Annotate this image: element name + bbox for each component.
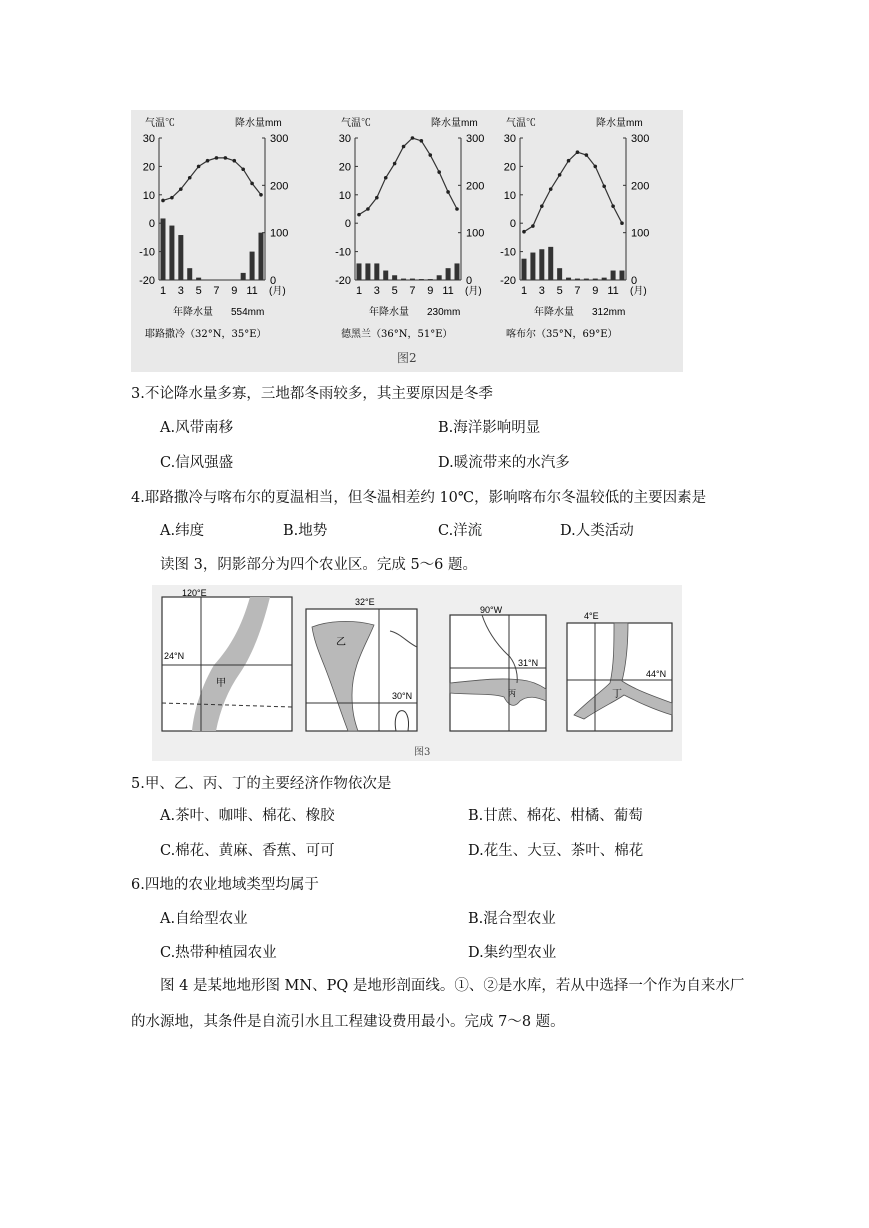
temp-point xyxy=(611,204,615,208)
precip-axis-label: 降水量mm xyxy=(596,118,643,129)
annual-precip-value: 230mm xyxy=(427,307,461,318)
precip-bar xyxy=(161,218,166,280)
temp-point xyxy=(420,139,424,143)
temp-point xyxy=(259,193,263,197)
question-5-stem: 5.甲、乙、丙、丁的主要经济作物依次是 xyxy=(131,776,392,792)
precip-bar xyxy=(428,279,433,280)
temp-point xyxy=(357,213,361,217)
month-unit-label: (月) xyxy=(269,286,286,297)
month-tick-label: 3 xyxy=(177,285,184,297)
map-yi-lon: 32°E xyxy=(355,597,375,607)
temp-point xyxy=(232,159,236,163)
precip-tick-label: 200 xyxy=(270,180,289,193)
temp-tick-label: -10 xyxy=(500,246,516,259)
temp-point xyxy=(428,153,432,157)
temp-point xyxy=(215,156,219,160)
temp-point xyxy=(197,165,201,169)
month-tick-label: 3 xyxy=(373,285,380,297)
precip-bar xyxy=(602,278,607,280)
month-tick-label: 11 xyxy=(246,285,258,297)
intro-questions-5-6: 读图 3，阴影部分为四个农业区。完成 5～6 题。 xyxy=(160,557,478,573)
figure-2-caption: 图2 xyxy=(397,351,417,365)
precip-tick-label: 300 xyxy=(631,133,650,145)
temp-tick-label: 0 xyxy=(509,218,516,231)
precip-axis-label: 降水量mm xyxy=(235,118,282,129)
map-yi-lat: 30°N xyxy=(392,691,413,701)
annual-precip-value: 312mm xyxy=(592,307,626,318)
month-tick-label: 7 xyxy=(409,285,416,297)
precip-bar xyxy=(383,271,388,280)
temp-point xyxy=(446,190,450,194)
precip-tick-label: 0 xyxy=(270,275,277,287)
month-tick-label: 11 xyxy=(442,285,454,297)
precip-bar xyxy=(593,279,598,280)
temp-line xyxy=(359,138,457,215)
precip-tick-label: 0 xyxy=(631,275,638,287)
temp-point xyxy=(585,153,589,157)
temp-point xyxy=(411,136,415,140)
temp-tick-label: 10 xyxy=(338,189,351,202)
month-tick-label: 1 xyxy=(520,285,528,297)
precip-bar xyxy=(575,279,580,280)
temp-point xyxy=(620,221,624,225)
intro-questions-7-8: 图 4 是某地地形图 MN、PQ 是地形剖面线。①、②是水库，若从中选择一个作为自来水厂的水源地，其条件是自流引水且工程建设费用最小。完成 7～8 题。 xyxy=(131,978,745,1030)
temp-tick-label: 10 xyxy=(503,189,516,202)
month-unit-label: (月) xyxy=(465,286,482,297)
precip-bar xyxy=(178,235,183,280)
precip-bar xyxy=(530,253,535,280)
temp-point xyxy=(602,184,606,188)
q3-option-d: D.暖流带来的水汽多 xyxy=(438,455,570,471)
temp-point xyxy=(549,187,553,191)
q4-option-b: B.地势 xyxy=(283,523,328,539)
temp-point xyxy=(455,207,459,211)
q4-option-c: C.洋流 xyxy=(438,523,483,539)
temp-point xyxy=(250,182,254,186)
precip-bar xyxy=(250,252,255,280)
temp-tick-label: -10 xyxy=(139,246,155,259)
q3-option-c: C.信风强盛 xyxy=(160,455,234,471)
map-jia-lon: 120°E xyxy=(182,588,207,598)
temp-point xyxy=(384,176,388,180)
temp-point xyxy=(206,159,210,163)
figure-3-agriculture-maps xyxy=(152,585,682,761)
temp-tick-label: -20 xyxy=(335,275,351,287)
temp-axis-label: 气温℃ xyxy=(506,118,536,129)
month-tick-label: 11 xyxy=(607,285,619,297)
temp-line xyxy=(524,152,622,232)
station-label: 耶路撒冷（32°N，35°E） xyxy=(145,329,267,340)
precip-tick-label: 100 xyxy=(466,227,485,240)
precip-tick-label: 200 xyxy=(466,180,485,193)
q6-option-b: B.混合型农业 xyxy=(468,911,556,927)
temp-point xyxy=(567,159,571,163)
map-jia-lat: 24°N xyxy=(164,651,185,661)
precip-bar xyxy=(241,273,246,280)
precip-bar xyxy=(365,263,370,280)
map-bing xyxy=(450,605,546,731)
precip-bar xyxy=(557,268,562,280)
month-tick-label: 9 xyxy=(231,285,238,297)
precip-axis-label: 降水量mm xyxy=(431,118,478,129)
month-tick-label: 5 xyxy=(556,285,563,297)
precip-bar xyxy=(455,263,460,280)
precip-bar xyxy=(401,279,406,280)
figure-2-climate-charts xyxy=(131,110,683,372)
month-tick-label: 1 xyxy=(159,285,167,297)
map-ding-region: 丁 xyxy=(612,689,622,700)
precip-bar xyxy=(437,275,442,280)
annual-precip-label: 年降水量 xyxy=(369,307,409,318)
station-label: 德黑兰（36°N，51°E） xyxy=(341,329,453,340)
temp-point xyxy=(540,204,544,208)
temp-tick-label: 30 xyxy=(142,133,155,145)
temp-tick-label: 20 xyxy=(338,161,351,174)
precip-tick-label: 200 xyxy=(631,180,650,193)
precip-bar xyxy=(584,279,589,280)
temp-point xyxy=(437,170,441,174)
temp-tick-label: 0 xyxy=(148,218,155,231)
map-yi xyxy=(306,597,417,731)
precip-tick-label: 100 xyxy=(631,227,650,240)
map-jia xyxy=(162,588,292,731)
map-bing-lon: 90°W xyxy=(480,605,503,615)
map-bing-lat: 31°N xyxy=(518,658,539,668)
temp-point xyxy=(558,173,562,177)
annual-precip-value: 554mm xyxy=(231,307,265,318)
question-3-stem: 3.不论降水量多寡，三地都冬雨较多，其主要原因是冬季 xyxy=(131,386,493,402)
map-ding-lon: 4°E xyxy=(584,611,599,621)
month-tick-label: 9 xyxy=(427,285,434,297)
temp-tick-label: -10 xyxy=(335,246,351,259)
station-label: 喀布尔（35°N，69°E） xyxy=(506,329,618,340)
precip-bar xyxy=(548,247,553,280)
temp-tick-label: 30 xyxy=(503,133,516,145)
temp-point xyxy=(179,187,183,191)
climate-charts-svg xyxy=(131,110,683,372)
agriculture-maps-svg xyxy=(152,585,682,761)
temp-tick-label: 0 xyxy=(344,218,351,231)
q5-option-b: B.甘蔗、棉花、柑橘、葡萄 xyxy=(468,808,643,824)
temp-point xyxy=(170,196,174,200)
month-tick-label: 3 xyxy=(538,285,545,297)
q5-option-d: D.花生、大豆、茶叶、棉花 xyxy=(468,843,644,859)
q6-option-c: C.热带种植园农业 xyxy=(160,945,277,961)
temp-point xyxy=(531,224,535,228)
temp-tick-label: 10 xyxy=(142,189,155,202)
precip-bar xyxy=(419,279,424,280)
map-jia-region: 甲 xyxy=(216,678,226,689)
precip-bar xyxy=(357,263,362,280)
precip-tick-label: 100 xyxy=(270,227,289,240)
precip-bar xyxy=(410,279,415,280)
temp-point xyxy=(402,145,406,149)
temp-tick-label: 20 xyxy=(503,161,516,174)
annual-precip-label: 年降水量 xyxy=(173,307,213,318)
temp-point xyxy=(576,150,580,154)
precip-bar xyxy=(187,268,192,280)
month-tick-label: 1 xyxy=(355,285,363,297)
temp-point xyxy=(161,199,165,203)
precip-bar xyxy=(446,268,451,280)
q6-option-a: A.自给型农业 xyxy=(160,911,248,927)
question-4-stem: 4.耶路撒冷与喀布尔的夏温相当，但冬温相差约 10℃，影响喀布尔冬温较低的主要因素是 xyxy=(131,490,707,506)
q4-option-a: A.纬度 xyxy=(160,523,205,539)
precip-bar xyxy=(259,233,264,280)
question-6-stem: 6.四地的农业地域类型均属于 xyxy=(131,877,319,893)
precip-bar xyxy=(566,278,571,280)
precip-bar xyxy=(392,275,397,280)
month-unit-label: (月) xyxy=(630,286,647,297)
q5-option-a: A.茶叶、咖啡、棉花、橡胶 xyxy=(160,808,335,824)
map-ding-lat: 44°N xyxy=(646,669,667,679)
precip-bar xyxy=(522,259,527,280)
q4-option-d: D.人类活动 xyxy=(560,523,634,539)
temp-point xyxy=(593,165,597,169)
figure-3-caption: 图3 xyxy=(414,747,431,758)
temp-point xyxy=(393,162,397,166)
precip-bar xyxy=(374,263,379,280)
q3-option-a: A.风带南移 xyxy=(160,420,234,436)
map-ding xyxy=(567,611,672,731)
month-tick-label: 7 xyxy=(213,285,220,297)
precip-bar xyxy=(196,278,201,280)
temp-axis-label: 气温℃ xyxy=(145,118,175,129)
temp-tick-label: 20 xyxy=(142,161,155,174)
temp-point xyxy=(224,156,228,160)
map-bing-region: 丙 xyxy=(508,689,516,698)
temp-tick-label: -20 xyxy=(139,275,155,287)
q5-option-c: C.棉花、黄麻、香蕉、可可 xyxy=(160,843,335,859)
map-yi-region: 乙 xyxy=(336,637,346,648)
precip-tick-label: 300 xyxy=(466,133,485,145)
precip-bar xyxy=(620,271,625,280)
month-tick-label: 5 xyxy=(391,285,398,297)
temp-tick-label: 30 xyxy=(338,133,351,145)
q3-option-b: B.海洋影响明显 xyxy=(438,420,541,436)
month-tick-label: 7 xyxy=(574,285,581,297)
temp-point xyxy=(188,176,192,180)
precip-tick-label: 300 xyxy=(270,133,289,145)
month-tick-label: 5 xyxy=(195,285,202,297)
month-tick-label: 9 xyxy=(592,285,599,297)
precip-bar xyxy=(539,249,544,280)
temp-point xyxy=(522,230,526,234)
temp-line xyxy=(163,158,261,201)
temp-point xyxy=(375,196,379,200)
temp-tick-label: -20 xyxy=(500,275,516,287)
annual-precip-label: 年降水量 xyxy=(534,307,574,318)
precip-bar xyxy=(611,271,616,280)
precip-tick-label: 0 xyxy=(466,275,473,287)
precip-bar xyxy=(169,226,174,280)
q6-option-d: D.集约型农业 xyxy=(468,945,557,961)
temp-axis-label: 气温℃ xyxy=(341,118,371,129)
temp-point xyxy=(366,207,370,211)
temp-point xyxy=(241,167,245,171)
